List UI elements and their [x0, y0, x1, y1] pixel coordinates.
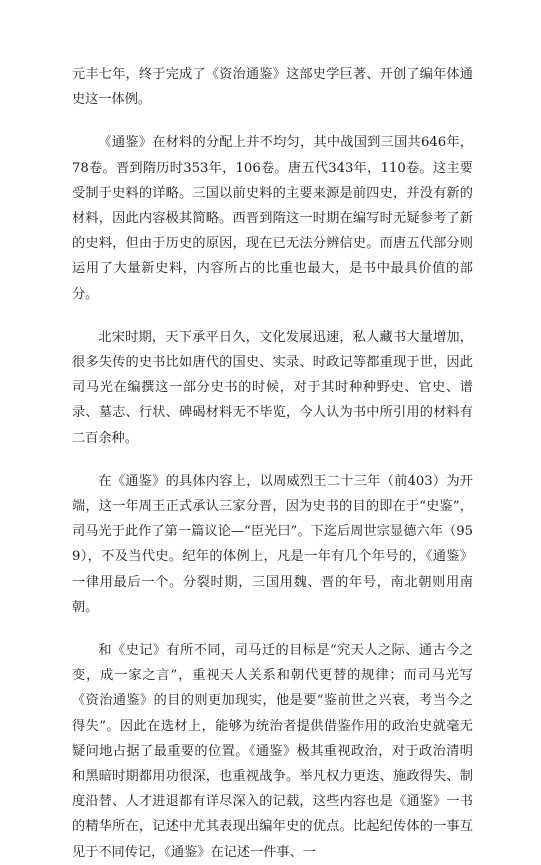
paragraph-conclusion: 元丰七年，终于完成了《资治通鉴》这部史学巨著、开创了编年体通史这一体例。 — [72, 67, 473, 108]
paragraph-material-distribution: 《通鉴》在材料的分配上并不均匀，其中战国到三国共646年，78卷。晋到隋历时353年，106卷。唐五代343年，110卷。这主要受制于史料的详略。三国以前史料的主要来源是前四史，并没有新的材料，因此内容极其简略。西晋到隋这一时期在编写时无疑参考了新的史料，但由于历史的原因，现在已无法分辨信史。而唐五代部分则运用了大量新史料，内容所占的比重也最大，是书中最具价值的部分。 — [72, 135, 473, 302]
paragraph-comparison-shiji: 和《史记》有所不同，司马迁的目标是“究天人之际、通古今之变，成一家之言”，重视天人关系和朝代更替的规律；而司马光写《资治通鉴》的目的则更加现实，他是要“鉴前世之兴衰，考当今之得失”。因此在选材上，能够为统治者提供借鉴作用的政治史就毫无疑问地占据了最重要的位置。《通鉴》极其重视政治，对于政治清明和黑暗时期都用功很深，也重视战争。举凡权力更迭、施政得失、制度沿替、人才进退都有详尽深入的记载，这些内容也是《通鉴》一书的精华所在，记述中尤其表现出编年史的优点。比起纪传体的一事互见于不同传记，《通鉴》在记述一件事、一 — [72, 643, 473, 860]
paragraph-northern-song-sources: 北宋时期，天下承平日久，文化发展迅速，私人藏书大量增加，很多失传的史书比如唐代的国史、实录、时政记等都重现于世，因此司马光在编撰这一部分史书的时候，对于其时种种野史、官史、谱录、墓志、行状、碑碣材料无不毕览，今人认为书中所引用的材料有二百余种。 — [72, 329, 473, 446]
paragraph-content-scope: 在《通鉴》的具体内容上，以周威烈王二十三年（前403）为开端，这一年周王正式承认三家分晋，因为史书的目的即在于“史鉴”，司马光于此作了第一篇议论—“臣光曰”。下迄后周世宗显德六年（959），不及当代史。纪年的体例上，凡是一年有几个年号的，《通鉴》一律用最后一个。分裂时期，三国用魏、晋的年号，南北朝则用南朝。 — [72, 473, 473, 615]
